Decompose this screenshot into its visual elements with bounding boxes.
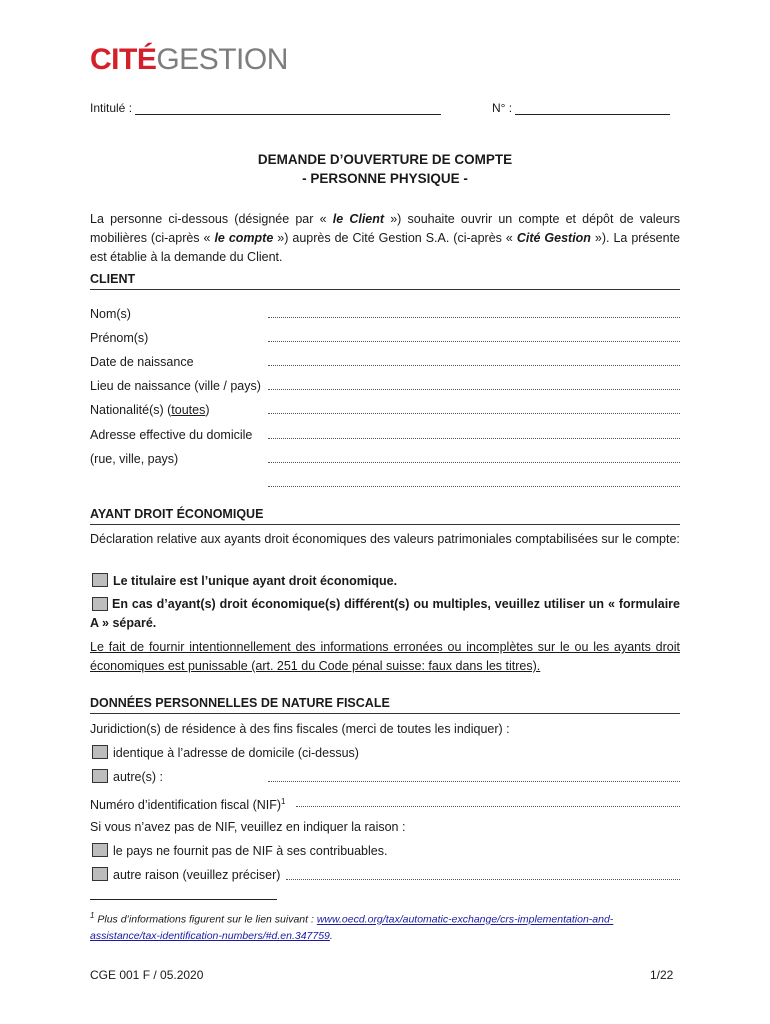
intitule-label: Intitulé : <box>90 101 133 115</box>
nif-footnote-ref: 1 <box>281 797 286 806</box>
adresse-label: Adresse effective du domicile <box>90 428 253 442</box>
intro-part-4: »). La présente est établie à la demande du Client. <box>90 231 680 264</box>
form-code: CGE 001 F / 05.2020 <box>90 968 204 982</box>
page-number: 1/22 <box>650 968 674 982</box>
titulaire-unique-checkbox[interactable] <box>92 573 108 587</box>
adresse-input-3[interactable] <box>268 485 680 487</box>
numero-label: N° : <box>492 101 513 115</box>
ayant-warning: Le fait de fournir intentionnellement des informations erronées ou incomplètes sur le ou les ayants droit économiques est punissable (art. 251 du Code pénal suisse: faux dans les titres). <box>90 640 680 673</box>
intro-cite: Cité Gestion <box>516 231 591 245</box>
intro-client: le Client <box>332 212 385 226</box>
no-nif-label: Si vous n’avez pas de NIF, veuillez en indiquer la raison : <box>90 820 406 834</box>
prenom-label: Prénom(s) <box>90 331 149 345</box>
document-title <box>90 150 680 188</box>
nom-label: Nom(s) <box>90 307 131 321</box>
section-ayant-droit-heading: AYANT DROIT ÉCONOMIQUE <box>90 506 680 525</box>
ayant-declaration: Déclaration relative aux ayants droit économiques des valeurs patrimoniales comptabilisées sur le compte: <box>90 532 680 546</box>
pays-sans-nif-label: le pays ne fournit pas de NIF à ses contribuables. <box>113 844 388 858</box>
nom-input[interactable] <box>268 316 680 318</box>
intro-part-3: ») auprès de Cité Gestion S.A. (ci-après « <box>273 231 517 245</box>
section-client-heading: CLIENT <box>90 271 680 290</box>
intro-paragraph <box>90 210 680 267</box>
autres-input[interactable] <box>268 780 680 782</box>
nationalite-label <box>90 402 210 418</box>
nif-label <box>90 794 286 813</box>
nationalite-end: ) <box>205 403 210 417</box>
date-naissance-input[interactable] <box>268 364 680 366</box>
identique-checkbox[interactable] <box>92 745 108 759</box>
oecd-link[interactable]: www.oecd.org/tax/automatic-exchange/crs-implementation-and-assistance/tax-identification-numbers/#d.en.347759 <box>90 913 614 942</box>
identique-label: identique à l’adresse de domicile (ci-dessus) <box>113 746 359 760</box>
prenom-input[interactable] <box>268 340 680 342</box>
nationalite-toutes: toutes <box>171 403 206 417</box>
numero-input[interactable] <box>515 103 670 115</box>
autres-label: autre(s) : <box>113 770 164 784</box>
footnote-text: Plus d’informations figurent sur le lien suivant : <box>97 913 317 926</box>
numero-field <box>492 101 670 115</box>
intitule-input[interactable] <box>135 103 441 115</box>
autres-checkbox[interactable] <box>92 769 108 783</box>
title-line-1: DEMANDE D’OUVERTURE DE COMPTE <box>257 152 513 167</box>
pays-sans-nif-checkbox[interactable] <box>92 843 108 857</box>
logo-brand: CITÉ <box>90 43 157 76</box>
cite-gestion-logo <box>90 42 288 78</box>
title-line-2: - PERSONNE PHYSIQUE - <box>302 171 468 186</box>
date-naissance-label: Date de naissance <box>90 355 194 369</box>
lieu-naissance-input[interactable] <box>268 388 680 390</box>
intro-compte: le compte <box>214 231 274 245</box>
adresse-detail-label: (rue, ville, pays) <box>90 452 179 466</box>
ayants-multiples-label: En cas d’ayant(s) droit économique(s) différent(s) ou multiples, veuillez utiliser un « formulaire A » séparé. <box>90 597 680 630</box>
section-fiscal-heading: DONNÉES PERSONNELLES DE NATURE FISCALE <box>90 695 680 714</box>
lieu-naissance-label: Lieu de naissance (ville / pays) <box>90 379 261 393</box>
nationalite-text: Nationalité(s) ( <box>90 403 172 417</box>
juridiction-label: Juridiction(s) de résidence à des fins fiscales (merci de toutes les indiquer) : <box>90 722 510 736</box>
footnote-separator <box>90 899 277 900</box>
logo-name: GESTION <box>156 43 288 76</box>
titulaire-unique-label: Le titulaire est l’unique ayant droit économique. <box>113 574 398 588</box>
intro-part-2: ») souhaite ouvrir un compte et dépôt de valeurs mobilières (ci-après « <box>90 212 680 245</box>
footnote-end: . <box>329 929 333 942</box>
intro-part-1: La personne ci-dessous (désignée par « <box>90 212 333 226</box>
adresse-input-2[interactable] <box>268 461 680 463</box>
footnote-number: 1 <box>90 911 95 920</box>
autre-raison-label: autre raison (veuillez préciser) <box>113 868 281 882</box>
nationalite-input[interactable] <box>268 412 680 414</box>
nif-text: Numéro d’identification fiscal (NIF) <box>90 798 282 813</box>
autre-raison-checkbox[interactable] <box>92 867 108 881</box>
intitule-field <box>90 101 441 115</box>
nif-input[interactable] <box>296 805 680 807</box>
footnote <box>90 908 680 944</box>
adresse-input[interactable] <box>268 437 680 439</box>
autre-raison-input[interactable] <box>286 878 680 880</box>
